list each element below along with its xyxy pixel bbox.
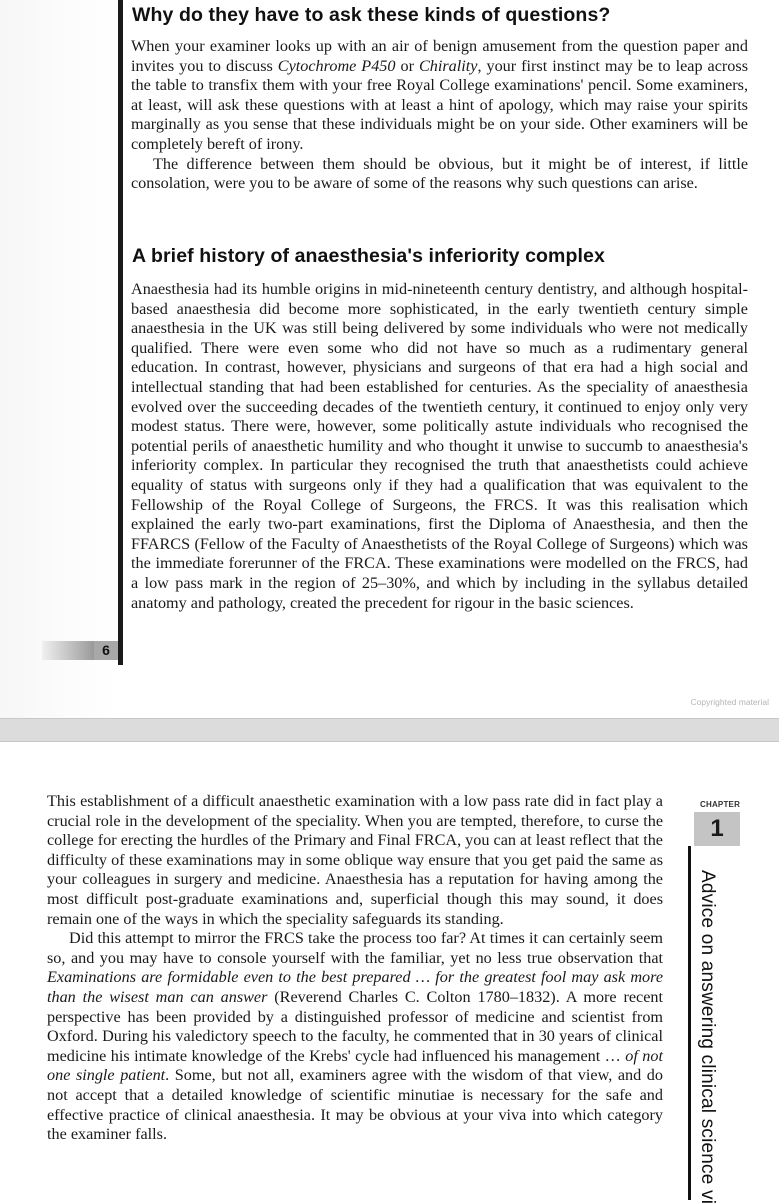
chapter-label: CHAPTER <box>700 800 741 809</box>
section-body-questions <box>131 37 748 194</box>
italic-quote: Examinations are formidable even to the best prepared … for the greatest fool may ask more than the wisest man can answer <box>47 968 663 1006</box>
bottom-page-body <box>47 792 663 1145</box>
chapter-number: 1 <box>694 812 740 846</box>
italic-term: Chirality <box>418 56 478 75</box>
paragraph: Anaesthesia had its humble origins in mid-nineteenth century dentistry, and although hospital-based anaesthesia did become more sophisticated, in the early twentieth century simple anaesthesia in the UK was still being delivered by some individuals who were not medically qualified. There were even some who did not have so much as a rudimentary general education. In contrast, however, physicians and surgeons of that era had a high social and intellectual standing that had been established for centuries. As the speciality of anaesthesia evolved over the succeeding decades of the twentieth century, it continued to enjoy only very modest status. There were, however, some politically astute individuals who recognised the potential perils of anaesthetic humility and who thought it unwise to succumb to anaesthesia's inferiority complex. In particular they recognised the truth that anaesthetists could achieve equality of status with surgeons only if they had a qualification that was equivalent to the Fellowship of the Royal College of Surgeons, the FRCS. It was this realisation which explained the early two-part examinations, first the Diploma of Anaesthesia, and then the FFARCS (Fellow of the Faculty of Anaesthetists of the Royal College of Surgeons) which was the immediate forerunner of the FRCA. These examinations were modelled on the FRCS, had a low pass mark in the region of 25–30%, and which by including in the syllabus detailed anatomy and pathology, created the precedent for rigour in the basic sciences. <box>131 280 748 612</box>
running-chapter-title: Advice on answering clinical science vi <box>697 870 718 1204</box>
copyright-watermark: Copyrighted material <box>690 697 769 707</box>
paragraph <box>131 37 748 155</box>
page-margin-shade <box>0 0 117 718</box>
page-number-tab <box>42 641 94 660</box>
text-run: . Some, but not all, examiners agree with the wisdom of that view, and do not accept that a detailed knowledge of scientific minutiae is necessary for the safe and effective practice of clinical anaesthesia. It may be obvious at your viva into which category the examiner falls. <box>47 1066 663 1144</box>
section-heading-questions: Why do they have to ask these kinds of questions? <box>132 4 611 26</box>
text-run: (Reverend Charles C. Colton 1780–1832). A more recent perspective has been provided by a distinguished professor of medicine and scientist from Oxford. During his valedictory speech to the faculty, he commented that in 30 years of clinical medicine his intimate knowledge of the Krebs' cycle had influenced his management … <box>47 987 663 1065</box>
page-gap <box>0 718 779 742</box>
italic-term: Cytochrome P450 <box>277 56 396 75</box>
paragraph <box>47 929 663 1145</box>
text-run: When your examiner looks up with an air of benign amusement from the question paper and invites you to discuss <box>131 37 748 75</box>
text-run: Did this attempt to mirror the FRCS take the process too far? At times it can certainly seem so, and you may have to console yourself with the familiar, yet no less true observation that <box>47 929 663 967</box>
paragraph: This establishment of a difficult anaesthetic examination with a low pass rate did in fact play a crucial role in the development of the speciality. When you are tempted, therefore, to curse the college for erecting the hurdles of the Primary and Final FRCA, you can at least reflect that the difficulty of these examinations may in some oblique way ensure that you get paid the same as your colleagues in surgery and medicine. Anaesthesia has a reputation for having among the most difficult post-graduate examinations and, superficial though this may sound, it does remain one of the ways in which the speciality safeguards its standing. <box>47 792 663 928</box>
section-body-history <box>131 280 748 613</box>
italic-phrase: of not one single patient <box>47 1046 663 1085</box>
page-number: 6 <box>94 641 118 660</box>
section-heading-history: A brief history of anaesthesia's inferiority complex <box>132 245 605 267</box>
text-run: , your first instinct may be to leap across the table to transfix them with your free Royal College examinations' pencil. Some examiners, at least, will ask these questions with at least a hint of apology, which may raise your spirits marginally as you sense that these individuals might be on your side. Other examiners will be completely bereft of irony. <box>131 56 749 153</box>
page-edge-rule <box>118 0 123 665</box>
paragraph: The difference between them should be obvious, but it might be of interest, if little consolation, were you to be aware of some of the reasons why such questions can arise. <box>131 154 748 193</box>
text-run: or <box>395 56 419 75</box>
chapter-rule <box>688 846 691 1200</box>
